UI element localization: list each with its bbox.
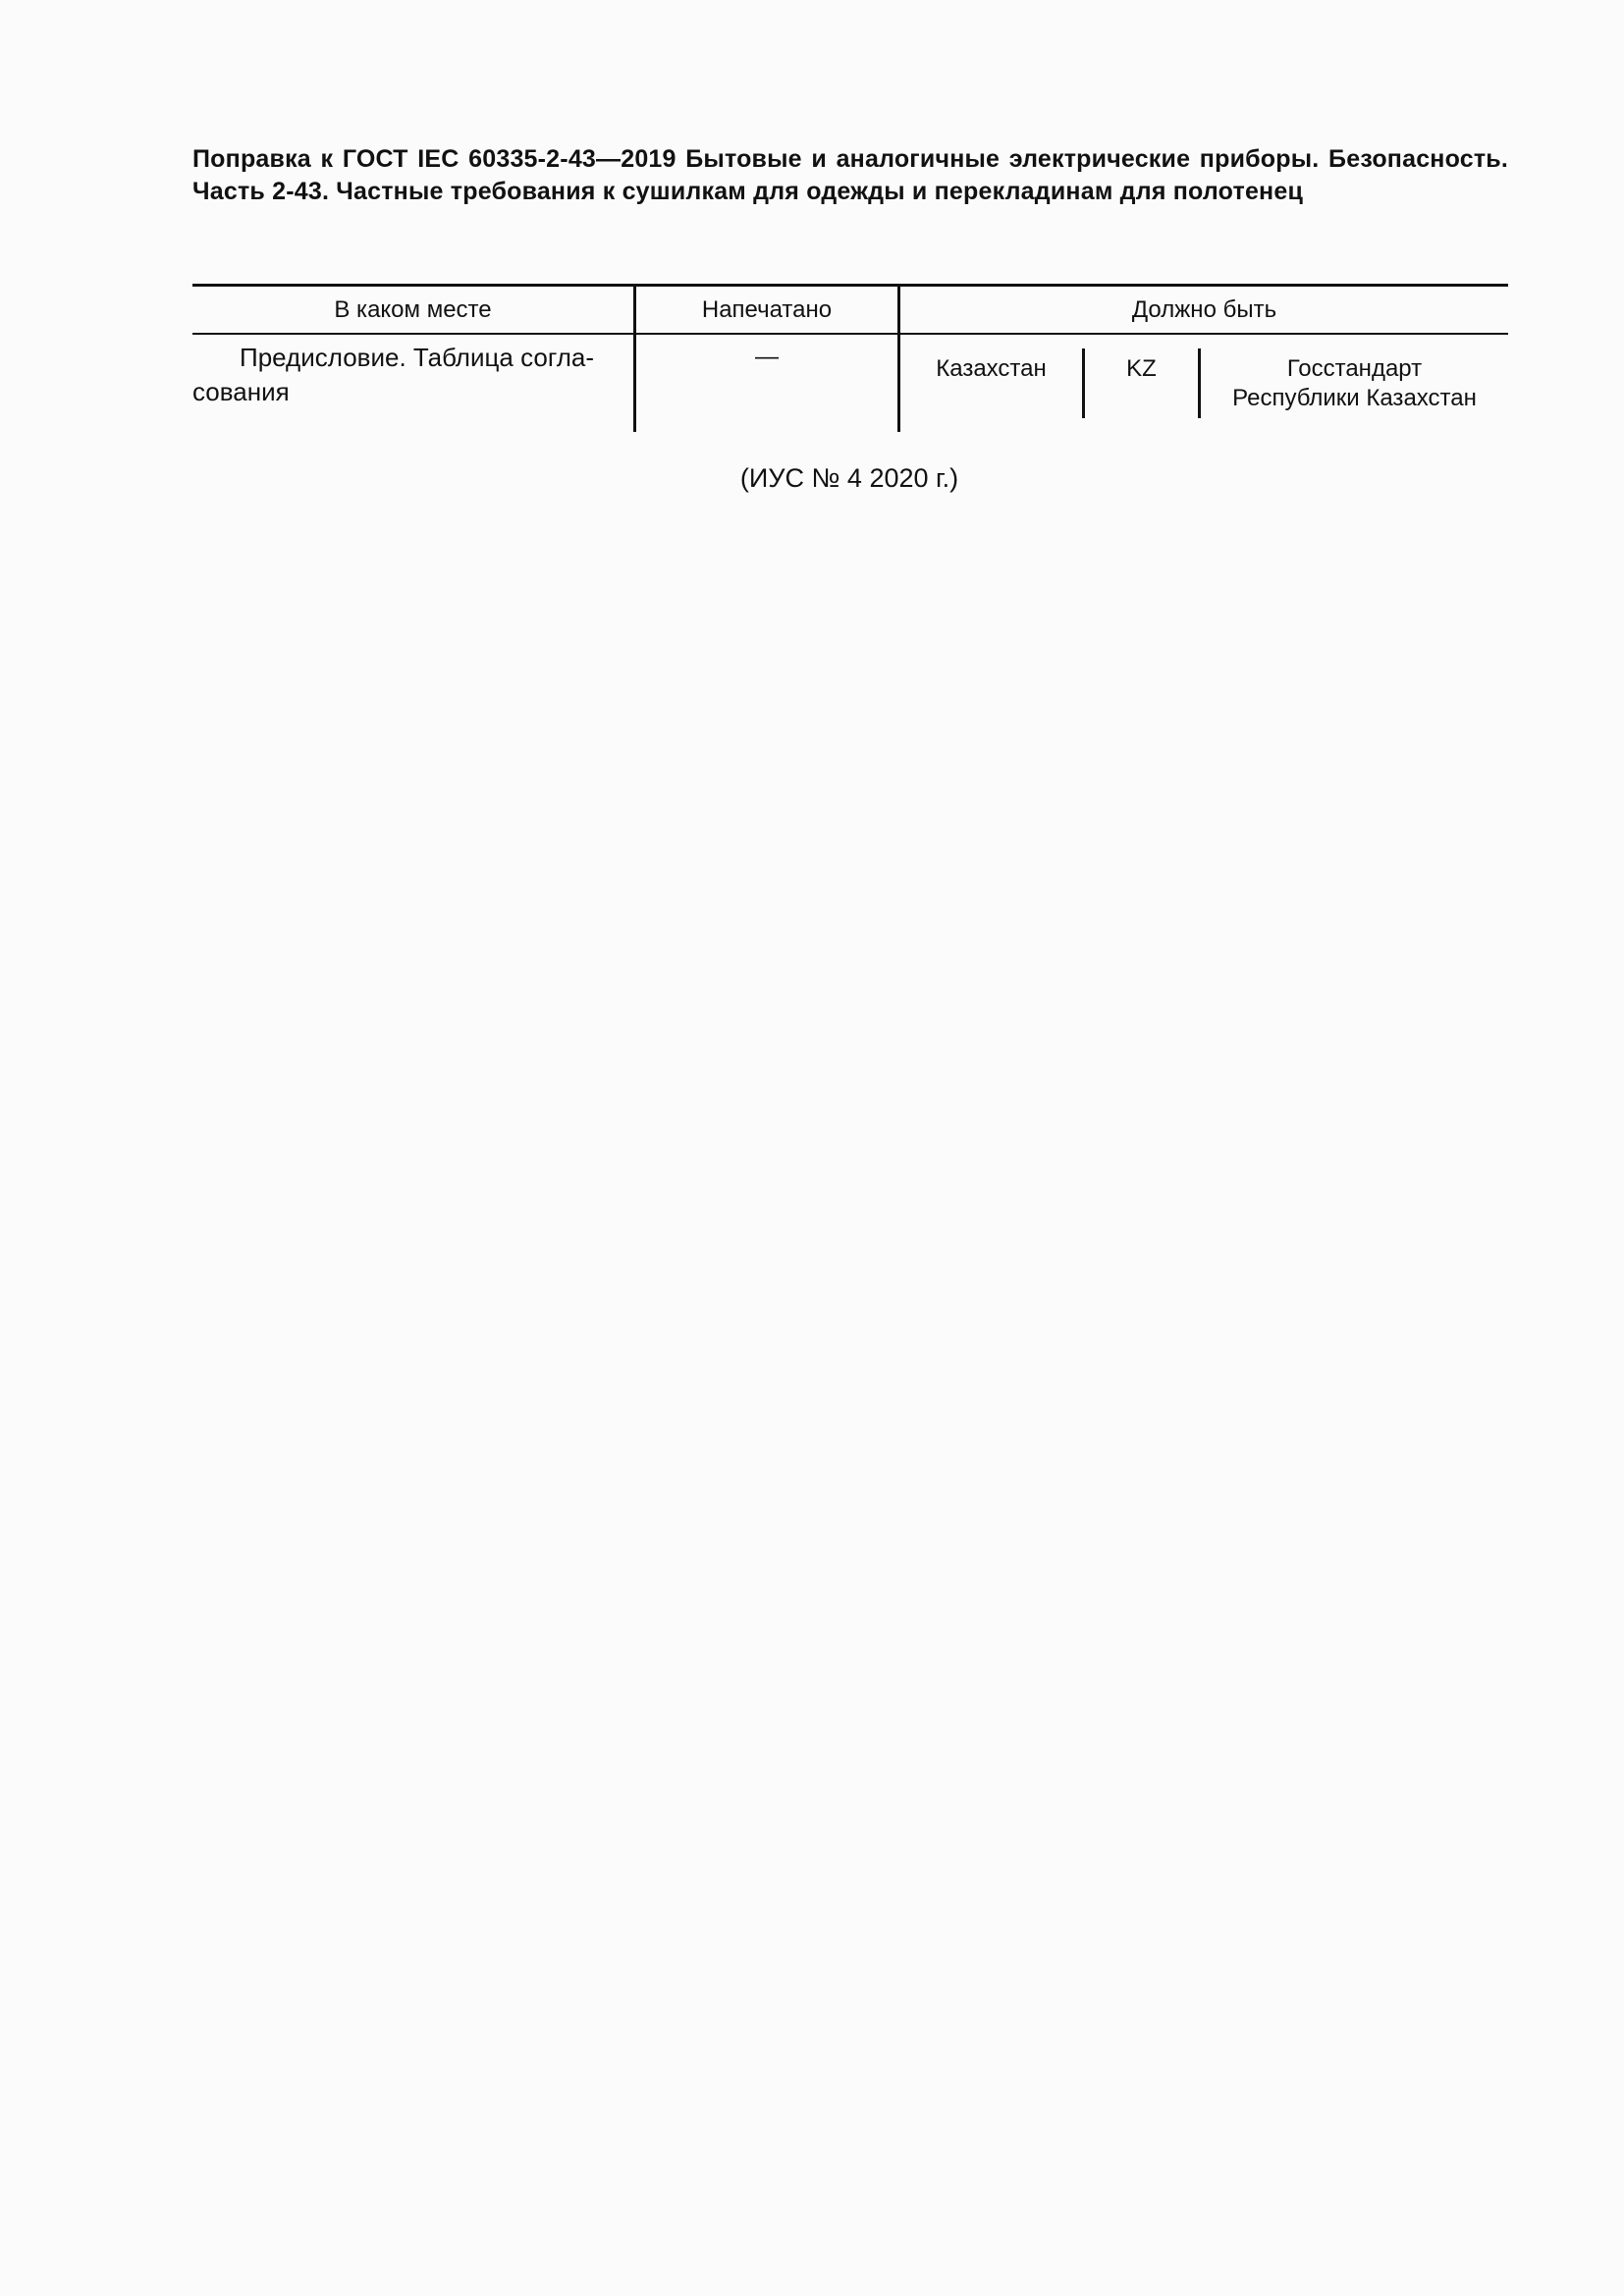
header-printed: Напечатано — [701, 296, 833, 323]
cell-authority-line1: Госстандарт — [1286, 355, 1423, 382]
cell-printed: — — [755, 344, 779, 370]
table-row — [192, 341, 624, 409]
table-top-rule — [192, 284, 1508, 287]
cell-code: KZ — [1126, 355, 1157, 382]
header-where: В каком месте — [334, 296, 492, 323]
header-should-be: Должно быть — [1131, 296, 1277, 323]
table-header-rule — [192, 333, 1508, 335]
amendment-table — [192, 284, 1508, 433]
cell-authority-line2: Республики Казахстан — [1232, 385, 1477, 411]
cell-where-line1: Предисловие. Таблица согла- — [240, 343, 595, 372]
cell-where-line2: сования — [192, 377, 290, 406]
cell-country: Казахстан — [936, 355, 1047, 382]
cell-authority — [1201, 354, 1508, 413]
amendment-title: Поправка к ГОСТ IEC 60335-2-43—2019 Бытовые и аналогичные электрические приборы. Безопасность. Часть 2-43. Частные требования к сушилкам для одежды и перекладинам для полотенец — [192, 145, 1508, 205]
source-reference: (ИУС № 4 2020 г.) — [739, 463, 959, 493]
